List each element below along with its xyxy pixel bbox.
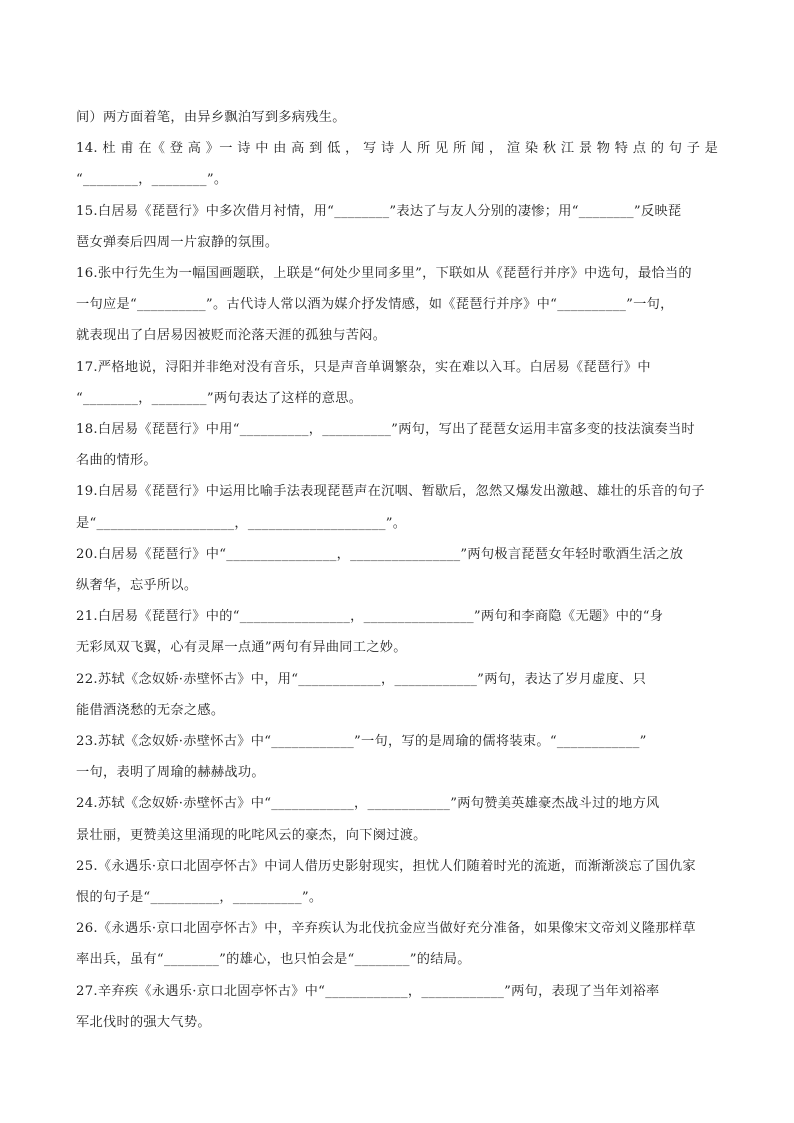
question-21-line-1: 21.白居易《琵琶行》中的“________________，________________”两句和李商隐《无题》中的“身: [76, 609, 664, 625]
question-22-line-1: 22.苏轼《念奴娇·赤壁怀古》中，用“____________，____________”两句，表达了岁月虚度、只: [76, 671, 647, 687]
question-15-line-2: 琶女弹奏后四周一片寂静的氛围。: [76, 234, 279, 250]
question-16-line-2: 一句应是“__________”。古代诗人常以酒为媒介抒发情感，如《琵琶行并序》中“__________”一句，: [76, 297, 674, 313]
question-23-line-1: 23.苏轼《念奴娇·赤壁怀古》中“____________”一句，写的是周瑜的儒将装束。“____________”: [76, 734, 647, 750]
question-25-line-2: 恨的句子是“__________，__________”。: [76, 890, 323, 906]
question-19-line-1: 19.白居易《琵琶行》中运用比喻手法表现琵琶声在沉咽、暂歇后，忽然又爆发出激越、雄壮的乐音的句子: [76, 484, 705, 500]
text-line: 间）两方面着笔，由异乡飘泊写到多病残生。: [76, 110, 346, 125]
question-27-line-2: 军北伐时的强大气势。: [76, 1014, 211, 1030]
question-17-line-1: 17.严格地说，浔阳并非绝对没有音乐，只是声音单调繁杂，实在难以入耳。白居易《琵琶行》中: [76, 359, 651, 375]
question-18-line-1: 18.白居易《琵琶行》中用“__________，__________”两句，写出了琵琶女运用丰富多变的技法演奏当时: [76, 422, 695, 438]
question-26-line-2: 率出兵，虽有“________”的雄心，也只怕会是“________”的结局。: [76, 952, 471, 968]
question-22-line-2: 能借酒浇愁的无奈之感。: [76, 702, 225, 718]
question-14-line-1: 14. 杜 甫 在《 登 高 》一 诗 中 由 高 到 低 ， 写 诗 人 所 见 所 闻 ， 渲 染 秋 江 景 物 特 点 的 句 子 是: [76, 141, 719, 157]
question-17-line-2: “________，________”两句表达了这样的意思。: [76, 390, 363, 406]
question-26-line-1: 26.《永遇乐·京口北固亭怀古》中，辛弃疾认为北伐抗金应当做好充分准备，如果像宋文帝刘义隆那样草: [76, 921, 696, 937]
question-15-line-1: 15.白居易《琵琶行》中多次借月衬情，用“________”表达了与友人分别的凄惨；用“________”反映琵: [76, 203, 682, 219]
question-25-line-1: 25.《永遇乐·京口北固亭怀古》中词人借历史影射现实，担忧人们随着时光的流逝，而渐渐淡忘了国仇家: [76, 858, 696, 874]
question-23-line-2: 一句，表明了周瑜的赫赫战功。: [76, 765, 265, 781]
question-20-line-2: 纵奢华，忘乎所以。: [76, 578, 198, 594]
question-16-line-3: 就表现出了白居易因被贬而沦落天涯的孤独与苦闷。: [76, 328, 387, 344]
question-14-line-2: “________，________”。: [76, 172, 228, 188]
question-21-line-2: 无彩凤双飞翼，心有灵犀一点通”两句有异曲同工之妙。: [76, 640, 407, 656]
question-24-line-1: 24.苏轼《念奴娇·赤壁怀古》中“____________，____________”两句赞美英雄豪杰战斗过的地方风: [76, 796, 660, 812]
question-19-line-2: 是“____________________，____________________”。: [76, 515, 407, 531]
question-24-line-2: 景壮丽，更赞美这里涌现的叱咤风云的豪杰，向下阕过渡。: [76, 827, 427, 843]
question-16-line-1: 16.张中行先生为一幅国画题联，上联是“何处少里同多里”，下联如从《琵琶行并序》中选句，最恰当的: [76, 266, 692, 282]
question-20-line-1: 20.白居易《琵琶行》中“________________，________________”两句极言琵琶女年轻时歌酒生活之放: [76, 546, 684, 562]
question-27-line-1: 27.辛弃疾《永遇乐·京口北固亭怀古》中“____________，____________”两句，表现了当年刘裕率: [76, 983, 660, 999]
question-18-line-2: 名曲的情形。: [76, 453, 157, 469]
